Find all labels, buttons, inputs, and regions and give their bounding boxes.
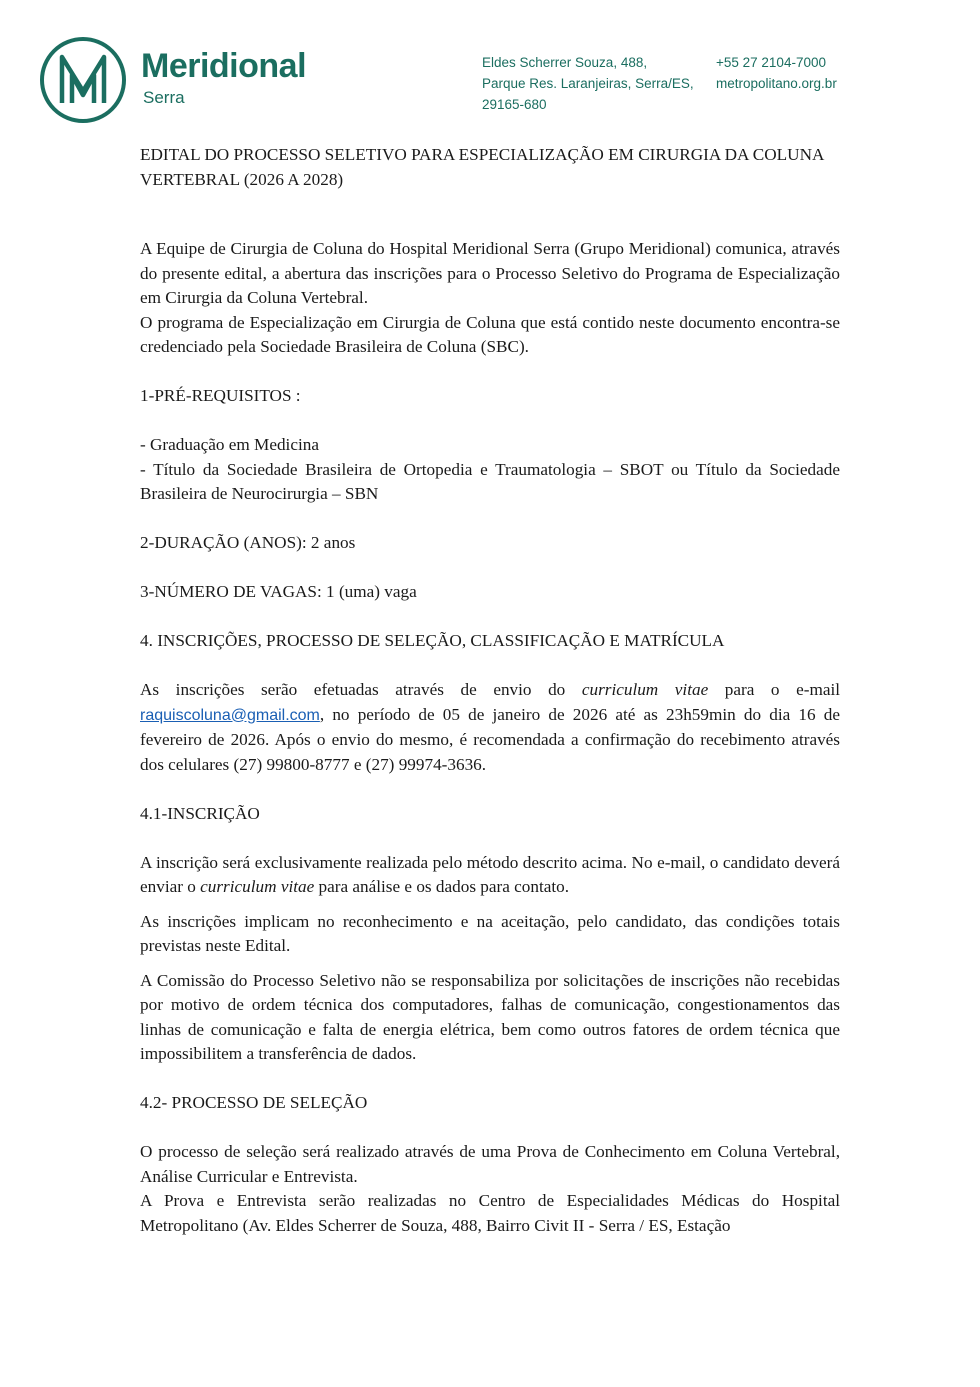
address-block — [482, 52, 712, 115]
italic-term: curriculum vitae — [200, 877, 315, 896]
section-heading-4-1: 4.1-INSCRIÇÃO — [140, 803, 260, 823]
document-body — [140, 143, 840, 1238]
section-heading-registration: 4. INSCRIÇÕES, PROCESSO DE SELEÇÃO, CLASSIFICAÇÃO E MATRÍCULA — [140, 631, 725, 650]
paragraph: A Prova e Entrevista serão realizadas no Centro de Especialidades Médicas do Hospital Metropolitano (Av. Eldes Scherrer de Souza, 488, Bairro Civit II - Serra / ES, Estação — [140, 1191, 840, 1235]
meridional-logo-icon — [38, 35, 128, 125]
section-heading-duration: 2-DURAÇÃO (ANOS): 2 anos — [140, 533, 356, 552]
paragraph: A Comissão do Processo Seletivo não se responsabiliza por solicitações de inscrições não recebidas por motivo de ordem técnica dos computadores, falhas de comunicação, congestionamentos das linhas de comunicação e falta de energia elétrica, bem como outros fatores de ordem técnica que impossibilitem a transferência de dados. — [140, 970, 840, 1063]
paragraph: A inscrição será exclusivamente realizada pelo método descrito acima. No e-mail, o candidato deverá enviar o curriculum vitae para análise e os dados para contato. — [140, 852, 840, 896]
document-title: EDITAL DO PROCESSO SELETIVO PARA ESPECIALIZAÇÃO EM CIRURGIA DA COLUNA VERTEBRAL (2026 A 2028) — [140, 145, 824, 189]
section-heading-4-2: 4.2- PROCESSO DE SELEÇÃO — [140, 1093, 368, 1112]
list-item: - Graduação em Medicina — [140, 435, 319, 454]
list-item: - Título da Sociedade Brasileira de Ortopedia e Traumatologia – SBOT ou Título da Sociedade Brasileira de Neurocirurgia – SBN — [140, 459, 840, 503]
brand-name: Meridional — [141, 47, 307, 85]
paragraph: As inscrições implicam no reconhecimento e na aceitação, pelo candidato, das condições totais previstas neste Edital. — [140, 911, 840, 955]
email-link[interactable]: raquiscoluna@gmail.com — [140, 706, 320, 724]
letterhead — [0, 0, 980, 140]
contact-block — [716, 52, 936, 94]
registration-paragraph: As inscrições serão efetuadas através de envio do curriculum vitae para o e-mail raquiscoluna@gmail.com, no período de 05 de janeiro de 2026 até as 23h59min do dia 16 de fevereiro de 2026. Após o envio do mesmo, é recomendada a confirmação do recebimento através dos celulares (27) 99800-8777 e (27) 99974-3636. — [140, 680, 840, 774]
brand-subtitle: Serra — [143, 88, 185, 107]
italic-term: curriculum vitae — [581, 680, 709, 699]
website[interactable]: metropolitano.org.br — [716, 76, 837, 91]
paragraph: O processo de seleção será realizado através de uma Prova de Conhecimento em Coluna Vertebral, Análise Curricular e Entrevista. — [140, 1142, 840, 1186]
intro-paragraph: O programa de Especialização em Cirurgia de Coluna que está contido neste documento encontra-se credenciado pela Sociedade Brasileira de Coluna (SBC). — [140, 312, 840, 356]
intro-paragraph: A Equipe de Cirurgia de Coluna do Hospital Meridional Serra (Grupo Meridional) comunica, através do presente edital, a abertura das inscrições para o Processo Seletivo do Programa de Especialização em Cirurgia da Coluna Vertebral. — [140, 239, 840, 307]
address-line: Parque Res. Laranjeiras, Serra/ES, — [482, 76, 694, 91]
address-line: 29165-680 — [482, 97, 547, 112]
phone-number: +55 27 2104-7000 — [716, 55, 826, 70]
section-heading-vacancies: 3-NÚMERO DE VAGAS: 1 (uma) vaga — [140, 582, 417, 601]
section-heading-prerequisites: 1-PRÉ-REQUISITOS : — [140, 386, 301, 405]
address-line: Eldes Scherrer Souza, 488, — [482, 55, 648, 70]
